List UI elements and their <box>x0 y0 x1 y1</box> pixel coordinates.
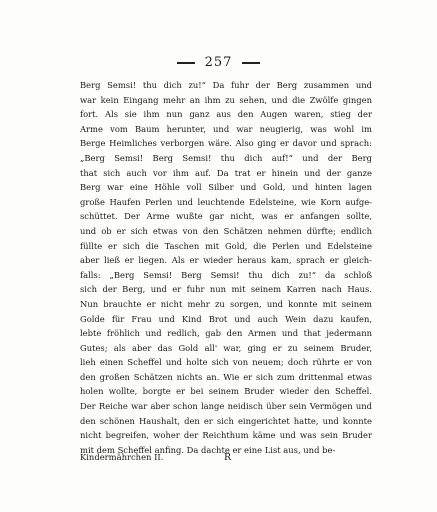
page-body-text <box>80 78 372 457</box>
text-line: Der Reiche war aber schon lange neidisch über sein Vermögen und <box>80 401 372 412</box>
text-line: war kein Eingang mehr an ihm zu sehen, und die Zwölfe gingen <box>80 94 372 105</box>
text-line: Berg war eine Höhle voll Silber und Gold, und hinten lagen <box>80 182 372 193</box>
page-header <box>0 55 437 70</box>
text-line: aber ließ er liegen. Als er wieder heraus kam, sprach er gleich- <box>80 255 372 266</box>
text-line: „Berg Semsi! Berg Semsi! thu dich auf!“ und der Berg <box>80 152 372 163</box>
page-footer <box>80 452 372 466</box>
text-line: sich der Berg, und er fuhr nun mit seinem Karren nach Haus. <box>80 284 372 295</box>
text-line: holen wollte, borgte er bei seinem Bruder wieder den Scheffel. <box>80 386 372 397</box>
text-line: füllte er sich die Taschen mit Gold, die Perlen und Edelsteine <box>80 240 372 251</box>
text-line: den großen Schätzen nichts an. Wie er sich zum drittenmal etwas <box>80 371 372 382</box>
text-line: schüttet. Der Arme wußte gar nicht, was er anfangen sollte, <box>80 211 372 222</box>
text-line: lebte fröhlich und redlich, gab den Armen und that jedermann <box>80 328 372 339</box>
footer-volume-title: Kindermährchen II. <box>80 452 164 462</box>
printer-signature-mark: R <box>224 452 232 463</box>
text-line: Gutes; als aber das Gold all' war, ging er zu seinem Bruder, <box>80 342 372 353</box>
text-line: nicht begreifen, woher der Reichthum käme und was sein Bruder <box>80 430 372 441</box>
text-line: große Haufen Perlen und leuchtende Edelsteine, wie Korn aufge- <box>80 196 372 207</box>
header-dash-right <box>242 62 260 64</box>
text-line: falls: „Berg Semsi! Berg Semsi! thu dich zu!“ da schloß <box>80 269 372 280</box>
text-line: und ob er sich etwas von den Schätzen nehmen dürfte; endlich <box>80 225 372 236</box>
text-line: fort. Als sie ihm nun ganz aus den Augen waren, stieg der <box>80 109 372 120</box>
text-line: Nun brauchte er nicht mehr zu sorgen, und konnte mit seinem <box>80 298 372 309</box>
text-line: Berg Semsi! thu dich zu!“ Da fuhr der Berg zusammen und <box>80 80 372 90</box>
text-line: mit dem Scheffel anfing. Da dachte er eine List aus, und be- <box>80 444 336 455</box>
text-line: Berge Heimliches verborgen wäre. Also ging er davor und sprach: <box>80 138 372 149</box>
text-line: den schönen Haushalt, den er sich eingerichtet hatte, und konnte <box>80 415 372 426</box>
text-line: that sich auch vor ihm auf. Da trat er hinein und der ganze <box>80 167 372 178</box>
page-number: 257 <box>204 55 233 70</box>
text-line: lieh einen Scheffel und holte sich von neuem; doch rührte er von <box>80 357 372 368</box>
header-dash-left <box>177 62 195 64</box>
text-line: Golde für Frau und Kind Brot und auch Wein dazu kaufen, <box>80 313 372 324</box>
text-line: Arme vom Baum herunter, und war neugierig, was wohl im <box>80 123 372 134</box>
